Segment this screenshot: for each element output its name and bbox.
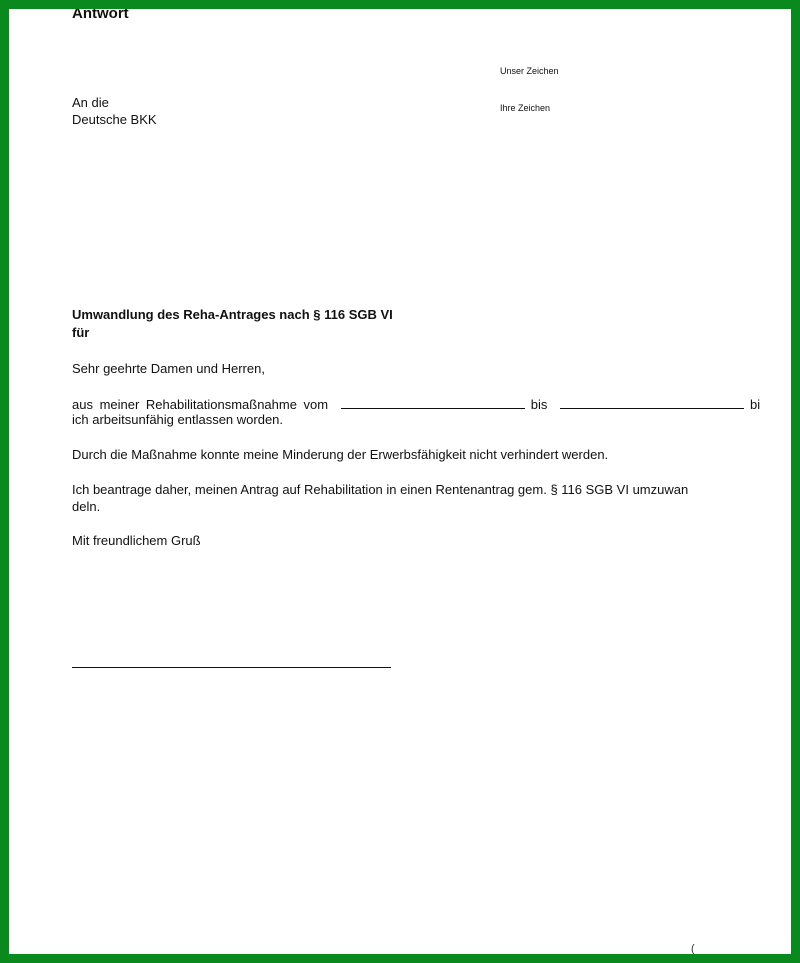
subject-line-1: Umwandlung des Reha-Antrages nach § 116 SGB VI bbox=[72, 307, 393, 322]
closing: Mit freundlichem Gruß bbox=[72, 533, 201, 548]
letter-heading: Antwort bbox=[72, 9, 129, 22]
footer-mark: ( bbox=[691, 943, 695, 954]
subject-line-2: für bbox=[72, 325, 90, 340]
paragraph-1-line-2: ich arbeitsunfähig entlassen worden. bbox=[72, 412, 284, 427]
paragraph-2: Durch die Maßnahme konnte meine Minderung der Erwerbsfähigkeit nicht verhindert werden. bbox=[72, 447, 609, 462]
address-line-2: Deutsche BKK bbox=[72, 112, 157, 127]
signature-line bbox=[72, 667, 391, 668]
paragraph-3-line-1: Ich beantrage daher, meinen Antrag auf Rehabilitation in einen Rentenantrag gem. § 116 SGB VI umzuwan bbox=[72, 482, 689, 497]
address-line-1: An die bbox=[72, 95, 109, 110]
paragraph-1-part-2: bis bbox=[530, 397, 548, 412]
paragraph-1-part-1: aus meiner Rehabilitationsmaßnahme vom bbox=[72, 397, 329, 412]
paragraph-1-part-3: bi bbox=[750, 397, 761, 412]
your-ref-label: Ihre Zeichen bbox=[500, 103, 551, 113]
paragraph-1-line-1 bbox=[72, 396, 760, 413]
date-from-blank bbox=[341, 396, 525, 409]
date-to-blank bbox=[560, 396, 744, 409]
our-ref-label: Unser Zeichen bbox=[500, 66, 559, 76]
salutation: Sehr geehrte Damen und Herren, bbox=[72, 361, 265, 376]
letter-page bbox=[9, 9, 791, 954]
paragraph-3-line-2: deln. bbox=[72, 499, 101, 514]
